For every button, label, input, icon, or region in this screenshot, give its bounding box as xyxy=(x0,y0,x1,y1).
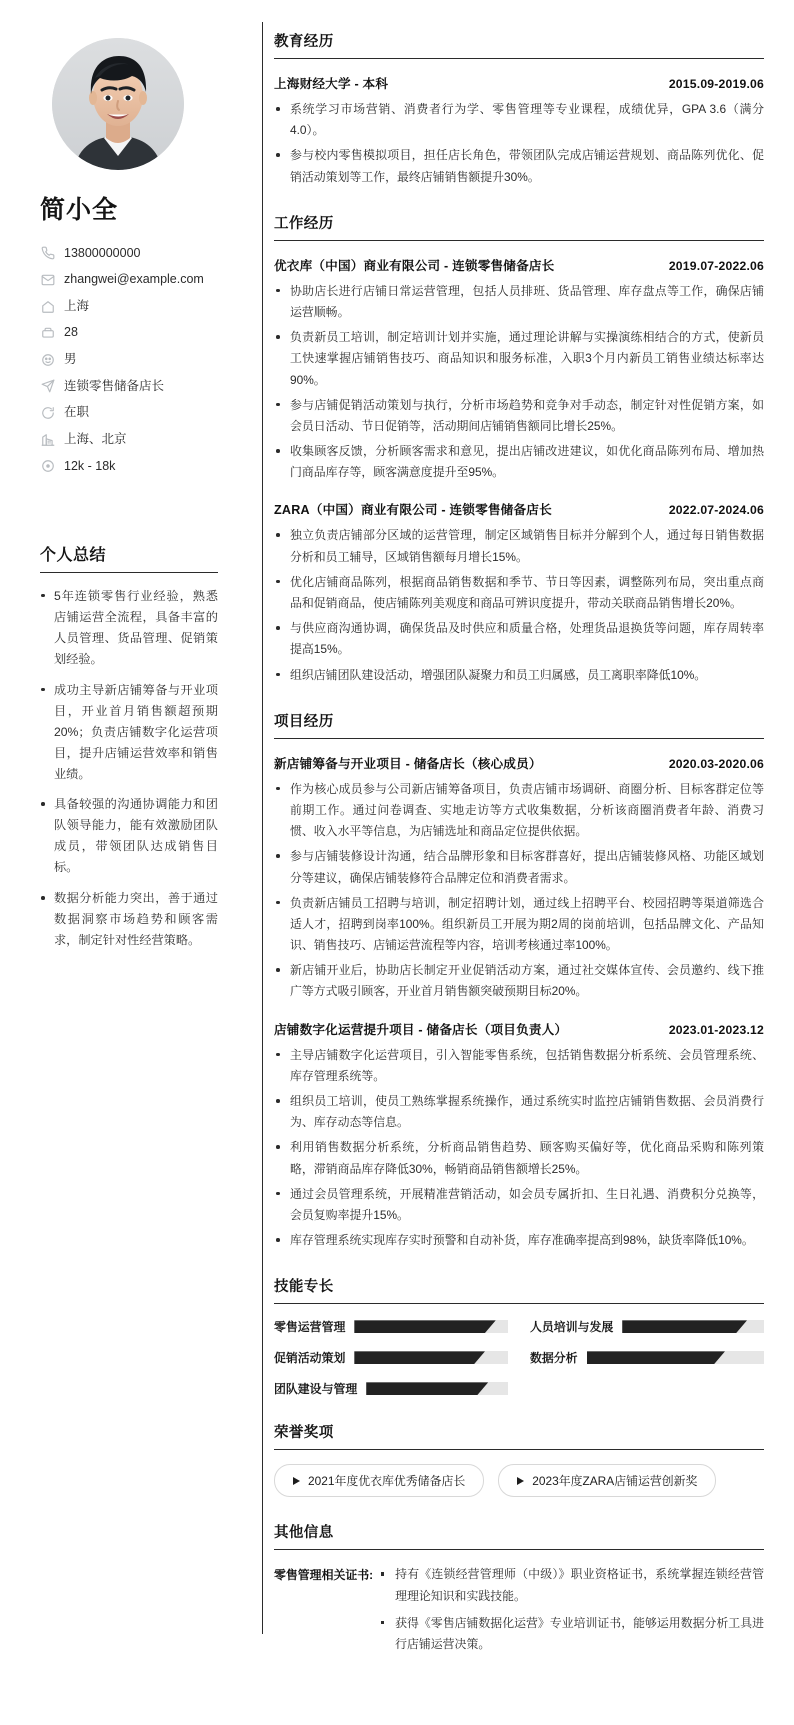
list-item: 成功主导新店铺筹备与开业项目，开业首月销售额超预期20%；负责店铺数字化运营项目，提升店铺运营效率和销售业绩。 xyxy=(40,680,218,785)
skill-label: 团队建设与管理 xyxy=(274,1382,358,1397)
list-item: 收集顾客反馈，分析顾客需求和意见，提出店铺改进建议，如优化商品陈列布局、增加热门商品库存等，顾客满意度提升至95%。 xyxy=(274,441,764,483)
status-icon xyxy=(40,406,55,421)
skills-section xyxy=(274,1275,764,1397)
play-triangle-icon xyxy=(293,1477,300,1485)
list-item: 负责新员工培训，制定培训计划并实施，通过理论讲解与实操演练相结合的方式，使新员工快速掌握店铺销售技巧、商品知识和服务标准，入职3个月内新员工销售业绩达标率达90%。 xyxy=(274,327,764,391)
entry-title: ZARA（中国）商业有限公司 - 连锁零售储备店长 xyxy=(274,503,552,518)
skill-label: 数据分析 xyxy=(530,1351,578,1366)
list-item: 5年连锁零售行业经验，熟悉店铺运营全流程，具备丰富的人员管理、货品管理、促销策划经验。 xyxy=(40,586,218,670)
list-item: 获得《零售店铺数据化运营》专业培训证书，能够运用数据分析工具进行店铺运营决策。 xyxy=(379,1613,764,1655)
other-info-body xyxy=(379,1564,764,1661)
contact-gender xyxy=(40,347,218,374)
honor-label: 2021年度优衣库优秀储备店长 xyxy=(308,1474,466,1489)
skill-track xyxy=(622,1320,764,1333)
contact-status xyxy=(40,400,218,427)
entry-header xyxy=(274,499,764,518)
skill-fill xyxy=(366,1382,488,1395)
salary-icon xyxy=(40,459,55,474)
entry-title: 上海财经大学 - 本科 xyxy=(274,77,389,91)
job-target-icon xyxy=(40,379,55,394)
list-item: 独立负责店铺部分区域的运营管理，制定区域销售目标并分解到个人，通过每日销售数据分析和员工辅导，区域销售额每月增长15%。 xyxy=(274,525,764,567)
other-info-title: 其他信息 xyxy=(274,1521,764,1550)
entry-date: 2020.03-2020.06 xyxy=(668,756,764,771)
entry-date: 2023.01-2023.12 xyxy=(668,1022,764,1037)
contact-value: 在职 xyxy=(64,405,90,420)
honors-section xyxy=(274,1421,764,1497)
education-title: 教育经历 xyxy=(274,30,764,59)
contact-home xyxy=(40,293,218,320)
project-entry xyxy=(274,1019,764,1252)
list-item: 通过会员管理系统，开展精准营销活动，如会员专属折扣、生日礼遇、消费积分兑换等，会员复购率提升15%。 xyxy=(274,1184,764,1226)
entry-date: 2019.07-2022.06 xyxy=(668,258,764,273)
skill-fill xyxy=(622,1320,747,1333)
age-icon xyxy=(40,326,55,341)
contact-phone xyxy=(40,240,218,267)
list-item: 组织店铺团队建设活动，增强团队凝聚力和员工归属感，员工离职率降低10%。 xyxy=(274,665,764,686)
list-item: 与供应商沟通协调，确保货品及时供应和质量合格，处理货品退换货等问题，库存周转率提高15%。 xyxy=(274,618,764,660)
list-item: 数据分析能力突出，善于通过数据洞察市场趋势和顾客需求，制定针对性经营策略。 xyxy=(40,888,218,951)
contact-city xyxy=(40,426,218,453)
skill-row xyxy=(274,1318,508,1335)
projects-section xyxy=(274,710,764,1252)
entry-header xyxy=(274,73,764,92)
contact-value: 上海 xyxy=(64,298,90,313)
skill-track xyxy=(354,1351,508,1364)
education-section xyxy=(274,30,764,188)
contact-value: 男 xyxy=(64,352,77,366)
contact-job-target xyxy=(40,373,218,400)
list-item: 系统学习市场营销、消费者行为学、零售管理等专业课程，成绩优异，GPA 3.6（满分4.0）。 xyxy=(274,99,764,141)
other-info-list xyxy=(379,1564,764,1655)
contact-value: zhangwei@example.com xyxy=(64,272,204,287)
entry-header xyxy=(274,1019,764,1038)
skill-fill xyxy=(587,1351,725,1364)
list-item: 优化店铺商品陈列，根据商品销售数据和季节、节日等因素，调整陈列布局，突出重点商品和促销商品，使店铺陈列美观度和商品可辨识度提升，带动关联商品销售增长20%。 xyxy=(274,572,764,614)
list-item: 具备较强的沟通协调能力和团队领导能力，能有效激励团队成员，带领团队达成销售目标。 xyxy=(40,794,218,878)
summary-section xyxy=(40,542,218,952)
contact-value: 上海、北京 xyxy=(64,431,127,446)
list-item: 持有《连锁经营管理师（中级）》职业资格证书，系统掌握连锁经营管理理论知识和实践技能。 xyxy=(379,1564,764,1606)
honor-chip xyxy=(274,1464,484,1497)
contact-email xyxy=(40,267,218,294)
skill-row xyxy=(274,1349,508,1366)
list-item: 库存管理系统实现库存实时预警和自动补货，库存准确率提高到98%，缺货率降低10%。 xyxy=(274,1230,764,1251)
skills-grid xyxy=(274,1318,764,1397)
other-info-section xyxy=(274,1521,764,1661)
contact-value: 13800000000 xyxy=(64,245,141,260)
list-item: 参与店铺促销活动策划与执行，分析市场趋势和竞争对手动态，制定针对性促销方案，如会员日活动、节日促销等，活动期间店铺销售额同比增长25%。 xyxy=(274,395,764,437)
contact-age xyxy=(40,320,218,347)
skill-row xyxy=(530,1349,764,1366)
project-entry xyxy=(274,753,764,1003)
email-icon xyxy=(40,272,55,287)
avatar xyxy=(52,38,184,170)
skill-fill xyxy=(354,1351,485,1364)
skills-title: 技能专长 xyxy=(274,1275,764,1304)
list-item: 参与校内零售模拟项目，担任店长角色，带领团队完成店铺运营规划、商品陈列优化、促销活动策划等工作，最终店铺销售额提升30%。 xyxy=(274,145,764,187)
honor-chip xyxy=(498,1464,716,1497)
entry-date: 2015.09-2019.06 xyxy=(668,77,764,91)
entry-bullets xyxy=(274,1045,764,1252)
entry-bullets xyxy=(274,525,764,685)
skill-label: 零售运营管理 xyxy=(274,1320,346,1335)
contact-value: 28 xyxy=(64,325,78,340)
summary-title: 个人总结 xyxy=(40,542,218,573)
list-item: 利用销售数据分析系统，分析商品销售趋势、顾客购买偏好等，优化商品采购和陈列策略，滞销商品库存降低30%，畅销商品销售额增长25%。 xyxy=(274,1137,764,1179)
skill-label: 人员培训与发展 xyxy=(530,1320,614,1335)
contact-value: 12k - 18k xyxy=(64,458,116,473)
entry-title: 店铺数字化运营提升项目 - 储备店长（项目负责人） xyxy=(274,1022,568,1037)
contact-salary xyxy=(40,453,218,480)
list-item: 主导店铺数字化运营项目，引入智能零售系统，包括销售数据分析系统、会员管理系统、库存管理系统等。 xyxy=(274,1045,764,1087)
other-info-label: 零售管理相关证书: xyxy=(274,1568,374,1583)
projects-title: 项目经历 xyxy=(274,710,764,739)
entry-date: 2022.07-2024.06 xyxy=(668,503,764,518)
page-title: 简小全 xyxy=(40,196,119,224)
other-info-row xyxy=(274,1564,764,1661)
skill-label: 促销活动策划 xyxy=(274,1351,346,1366)
list-item: 协助店长进行店铺日常运营管理，包括人员排班、货品管理、库存盘点等工作，确保店铺运营顺畅。 xyxy=(274,281,764,323)
contact-value: 连锁零售储备店长 xyxy=(64,378,165,393)
entry-header xyxy=(274,255,764,274)
work-section xyxy=(274,212,764,686)
skill-row xyxy=(274,1380,508,1397)
honor-label: 2023年度ZARA店铺运营创新奖 xyxy=(532,1474,698,1489)
city-icon xyxy=(40,432,55,447)
entry-header xyxy=(274,753,764,772)
list-item: 负责新店铺员工招聘与培训，制定招聘计划，通过线上招聘平台、校园招聘等渠道筛选合适人才，招聘到岗率100%。组织新员工开展为期2周的岗前培训，包括品牌文化、产品知识、销售技巧、店铺运营流程等内容，培训考核通过率100%。 xyxy=(274,893,764,957)
work-title: 工作经历 xyxy=(274,212,764,241)
entry-bullets xyxy=(274,99,764,188)
contact-list xyxy=(40,240,218,480)
list-item: 参与店铺装修设计沟通，结合品牌形象和目标客群喜好，提出店铺装修风格、功能区域划分等建议，确保店铺装修符合品牌定位和消费者需求。 xyxy=(274,846,764,888)
main-content xyxy=(248,0,794,1725)
home-icon xyxy=(40,299,55,314)
list-item: 组织员工培训，使员工熟练掌握系统操作，通过系统实时监控店铺销售数据、会员消费行为、库存动态等信息。 xyxy=(274,1091,764,1133)
phone-icon xyxy=(40,246,55,261)
gender-icon xyxy=(40,352,55,367)
entry-title: 新店铺筹备与开业项目 - 储备店长（核心成员） xyxy=(274,756,542,771)
vertical-divider xyxy=(262,22,263,1634)
work-entry xyxy=(274,255,764,484)
honors-title: 荣誉奖项 xyxy=(274,1421,764,1450)
list-item: 作为核心成员参与公司新店铺筹备项目，负责店铺市场调研、商圈分析、目标客群定位等前期工作。通过问卷调查、实地走访等方式收集数据，分析该商圈消费者年龄、消费习惯、收入水平等信息，为店铺选址和商品定位提供依据。 xyxy=(274,779,764,843)
skill-track xyxy=(354,1320,508,1333)
skill-fill xyxy=(354,1320,495,1333)
education-entry xyxy=(274,73,764,188)
list-item: 新店铺开业后，协助店长制定开业促销活动方案，通过社交媒体宣传、会员邀约、线下推广等方式吸引顾客，开业首月销售额突破预期目标20%。 xyxy=(274,960,764,1002)
entry-bullets xyxy=(274,281,764,484)
skill-track xyxy=(587,1351,764,1364)
entry-bullets xyxy=(274,779,764,1003)
work-entry xyxy=(274,499,764,685)
skill-row xyxy=(530,1318,764,1335)
honor-list xyxy=(274,1464,764,1497)
sidebar xyxy=(0,0,248,961)
play-triangle-icon xyxy=(517,1477,524,1485)
summary-list xyxy=(40,586,218,952)
entry-title: 优衣库（中国）商业有限公司 - 连锁零售储备店长 xyxy=(274,258,555,273)
skill-track xyxy=(366,1382,508,1395)
